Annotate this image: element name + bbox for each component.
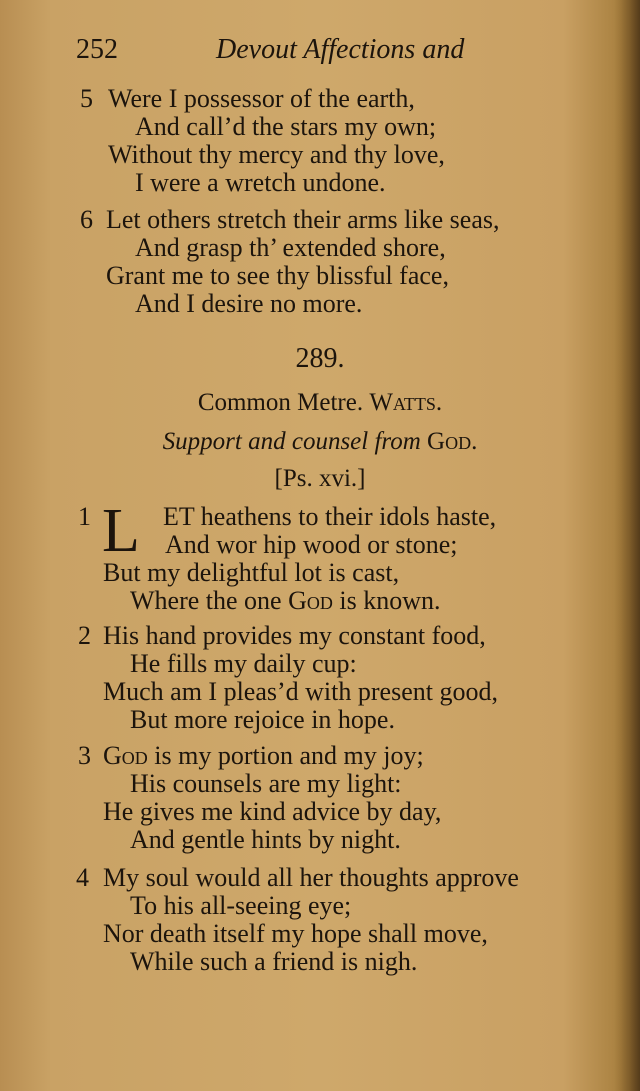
- verse-line: And call’d the stars my own;: [135, 112, 437, 141]
- verse-line: ET heathens to their idols haste,: [163, 502, 497, 531]
- verse-line: And wor hip wood or stone;: [165, 530, 458, 559]
- verse-line: Nor death itself my hope shall move,: [103, 919, 488, 948]
- divine-name: God: [288, 586, 333, 615]
- verse-line: My soul would all her thoughts approve: [103, 863, 519, 892]
- page-edge-shadow: [614, 0, 640, 1091]
- divine-name: God: [103, 741, 148, 770]
- line-text: is my portion and my joy;: [154, 741, 424, 770]
- psalm-reference: [Ps. xvi.]: [274, 465, 366, 492]
- line-text: is known.: [339, 586, 441, 615]
- line-text: Where the one: [130, 586, 282, 615]
- hymn-metre: [0, 386, 640, 420]
- subtitle-text: Support and counsel from: [162, 428, 421, 455]
- verse-line: [130, 586, 441, 616]
- verse-line: Were I possessor of the earth,: [108, 84, 415, 113]
- verse-line: And grasp th’ extended shore,: [135, 233, 446, 262]
- page-header: [76, 34, 476, 70]
- verse-line: Let others stretch their arms like seas,: [106, 205, 500, 234]
- hymn-number: 289.: [295, 343, 345, 374]
- verse-line: He gives me kind advice by day,: [103, 797, 442, 826]
- verse-line: While such a friend is nigh.: [130, 947, 418, 976]
- verse-line: He fills my daily cup:: [130, 649, 357, 678]
- subtitle-god: God.: [427, 428, 478, 455]
- metre-label: Common Metre.: [197, 389, 364, 416]
- verse-line: Without thy mercy and thy love,: [108, 140, 445, 169]
- verse-line: And I desire no more.: [135, 289, 363, 318]
- verse-number: 2: [78, 621, 91, 650]
- page-number: 252: [76, 34, 118, 65]
- verse-line: To his all-seeing eye;: [130, 891, 352, 920]
- verse-line: I were a wretch undone.: [135, 168, 386, 197]
- verse-number: 4: [76, 863, 89, 892]
- verse-number: 6: [80, 205, 93, 234]
- verse-number: 5: [80, 84, 93, 113]
- verse-line: His hand provides my constant food,: [103, 621, 486, 650]
- drop-cap: L: [102, 497, 140, 565]
- running-title: Devout Affections and: [216, 34, 465, 65]
- verse-line: But more rejoice in hope.: [130, 705, 395, 734]
- verse-number: 3: [78, 741, 91, 770]
- verse-line: But my delightful lot is cast,: [103, 558, 400, 587]
- hymn-author: Watts.: [369, 389, 443, 416]
- verse-line: Much am I pleas’d with present good,: [103, 677, 498, 706]
- verse-line: Grant me to see thy blissful face,: [106, 261, 449, 290]
- verse-number: 1: [78, 502, 91, 531]
- verse-line: And gentle hints by night.: [130, 825, 401, 854]
- verse-line: His counsels are my light:: [130, 769, 402, 798]
- hymn-subtitle: [0, 425, 640, 459]
- verse-line: [103, 741, 424, 771]
